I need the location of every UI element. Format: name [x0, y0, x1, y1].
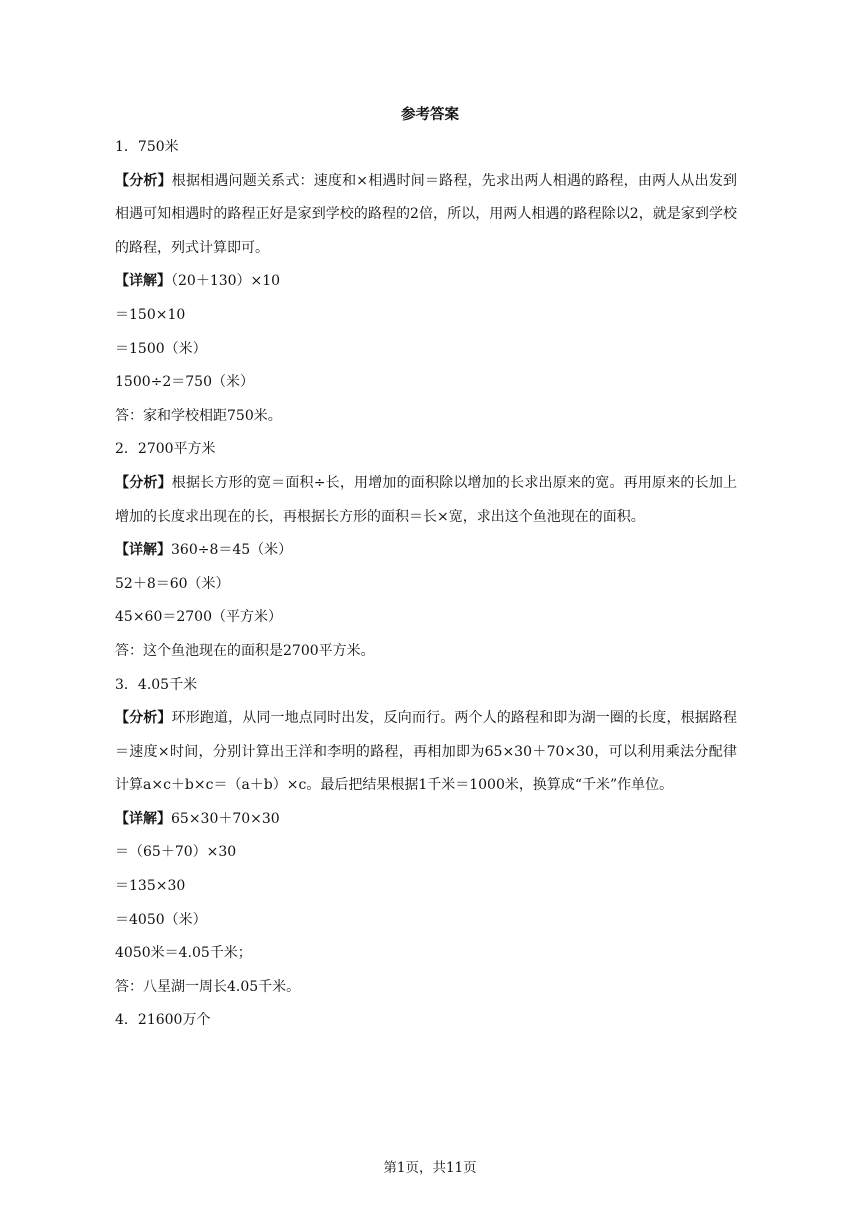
calc-step: 4050米＝4.05千米；: [115, 945, 252, 962]
question-heading: 3．4.05千米: [115, 676, 198, 693]
calc-step: ＝4050（米）: [115, 911, 207, 928]
detail-line: [115, 265, 737, 299]
analysis-paragraph: [115, 165, 737, 266]
detail-line: [115, 534, 737, 568]
detail-label: 【详解】: [115, 542, 171, 559]
question-heading: 2．2700平方米: [115, 441, 216, 458]
calc-step: ＝1500（米）: [115, 340, 207, 357]
analysis-label: 【分析】: [115, 474, 172, 491]
question-heading: 1．750米: [115, 139, 179, 155]
analysis-paragraph: [115, 467, 737, 534]
question-heading: 4．21600万个: [115, 1012, 211, 1029]
calc-step: 52＋8＝60（米）: [115, 575, 230, 592]
calc-step: ＝（65＋70）×30: [115, 844, 237, 861]
analysis-text: 根据长方形的宽＝面积÷长，用增加的面积除以增加的长求出原来的宽。再用原来的长加上增加的长度求出现在的长，再根据长方形的面积＝长×宽，求出这个鱼池现在的面积。: [115, 474, 738, 525]
analysis-paragraph: [115, 702, 737, 803]
analysis-label: 【分析】: [115, 172, 172, 189]
answer-content: [115, 131, 737, 1038]
answer-line: 答：八星湖一周长4.05千米。: [115, 978, 301, 995]
analysis-text: 环形跑道，从同一地点同时出发，反向而行。两个人的路程和即为湖一圈的长度，根据路程＝速度×时间，分别计算出王洋和李明的路程，再相加即为65×30＋70×30，可以利用乘法分配律计算a×c＋b×c＝（a＋b）×c。最后把结果根据1千米＝1000米，换算成“千米”作单位。: [115, 710, 738, 794]
analysis-label: 【分析】: [115, 710, 172, 727]
calc-step: ＝150×10: [115, 306, 186, 323]
detail-text: （20＋130）×10: [171, 273, 281, 290]
page-footer: 第1页，共11页: [383, 1160, 477, 1176]
answer-line: 答：家和学校相距750米。: [115, 407, 282, 424]
detail-label: 【详解】: [115, 810, 171, 827]
detail-line: [115, 803, 737, 837]
answer-line: 答：这个鱼池现在的面积是2700平方米。: [115, 642, 375, 659]
detail-label: 【详解】: [115, 273, 171, 290]
analysis-text: 根据相遇问题关系式：速度和×相遇时间＝路程，先求出两人相遇的路程，由两人从出发到相遇可知相遇时的路程正好是家到学校的路程的2倍，所以，用两人相遇的路程除以2，就是家到学校的路程，列式计算即可。: [115, 172, 738, 256]
calc-step: ＝135×30: [115, 878, 186, 895]
page-title: 参考答案: [401, 106, 459, 123]
detail-text: 360÷8＝45（米）: [171, 542, 293, 559]
calc-step: 45×60＝2700（平方米）: [115, 609, 282, 626]
detail-text: 65×30＋70×30: [171, 810, 280, 827]
calc-step: 1500÷2＝750（米）: [115, 374, 254, 391]
